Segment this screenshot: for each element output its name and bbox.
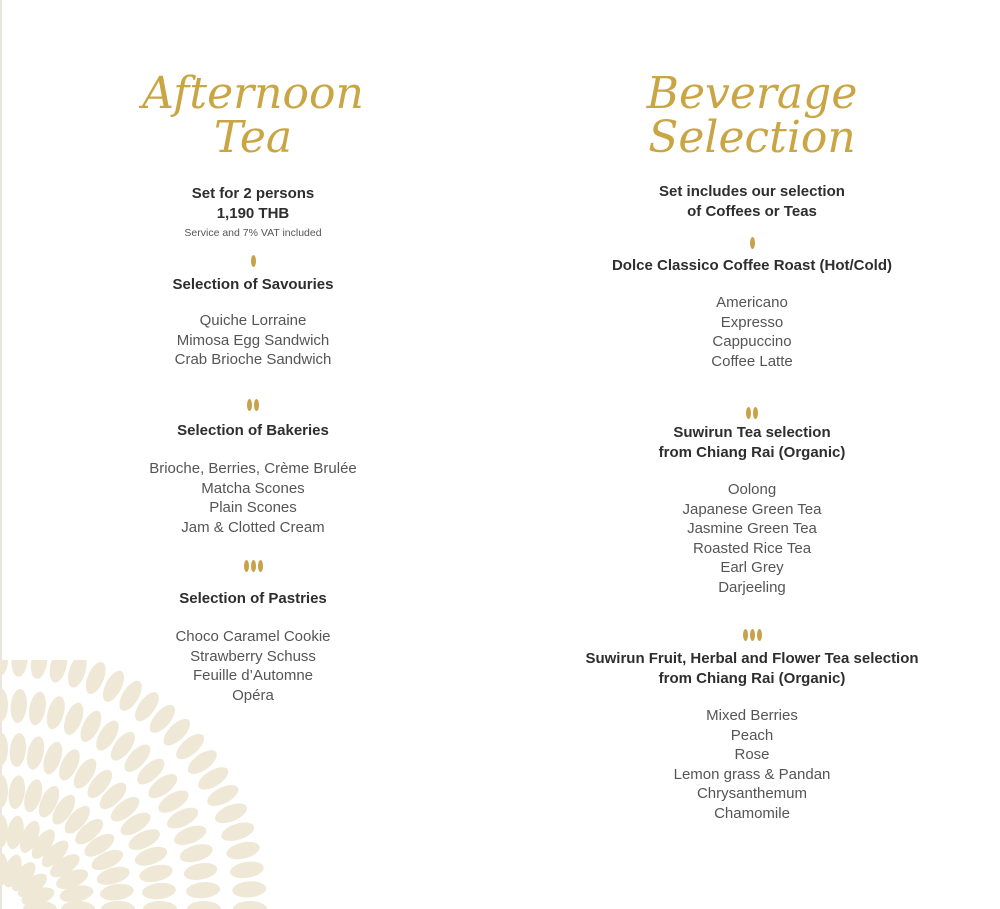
petal-shape	[143, 901, 177, 909]
petal-shape	[8, 732, 28, 768]
petal-shape	[61, 901, 95, 909]
divider-two-drops-icon	[552, 406, 952, 418]
petal-shape	[232, 880, 267, 899]
list-item: Lemon grass & Pandan	[673, 765, 831, 783]
petal-shape	[101, 901, 135, 909]
list-item: Expresso	[720, 313, 784, 331]
list-item: Plain Scones	[209, 499, 297, 517]
petal-shape	[233, 901, 267, 909]
divider-one-drop-icon	[103, 254, 403, 266]
petal-shape	[0, 814, 8, 848]
list-item: Opéra	[232, 686, 274, 704]
petal-shape	[0, 732, 8, 766]
petal-shape	[10, 660, 29, 677]
list-item: Strawberry Schuss	[190, 647, 316, 665]
petal-shape	[185, 881, 220, 900]
coffee-heading: Dolce Classico Coffee Roast (Hot/Cold)	[611, 257, 893, 274]
savouries-list	[103, 311, 403, 370]
list-item: Chamomile	[714, 804, 790, 822]
coffee-list	[552, 293, 952, 371]
list-item: Chrysanthemum	[696, 785, 808, 803]
list-item: Coffee Latte	[711, 352, 793, 370]
petal-shape	[29, 660, 50, 680]
tea-heading-line1: Suwirun Tea selection	[673, 424, 831, 441]
set-persons: Set for 2 persons	[191, 185, 315, 202]
list-item: Brioche, Berries, Crème Brulée	[149, 460, 357, 477]
herbal-tea-heading-line2: from Chiang Rai (Organic)	[658, 670, 846, 687]
petal-shape	[225, 839, 262, 862]
savouries-heading: Selection of Savouries	[172, 276, 334, 293]
list-item: Mixed Berries	[706, 707, 798, 724]
tea-heading-line2: from Chiang Rai (Organic)	[658, 444, 846, 461]
list-item: Peach	[730, 726, 774, 744]
bakeries-list	[103, 459, 403, 537]
beverage-selection-title: Beverage Selection	[646, 68, 858, 163]
beverage-intro-line2: of Coffees or Teas	[687, 203, 817, 220]
pastries-list	[103, 627, 403, 705]
pastries-heading: Selection of Pastries	[179, 590, 327, 607]
beverage-intro-line1: Set includes our selection	[659, 183, 845, 200]
list-item: Choco Caramel Cookie	[175, 628, 331, 645]
petal-shape	[229, 859, 265, 880]
tea-list	[552, 480, 952, 598]
petal-shape	[182, 861, 218, 883]
herbal-tea-list	[552, 706, 952, 824]
list-item: Americano	[716, 294, 788, 311]
list-item: Jasmine Green Tea	[687, 520, 817, 538]
divider-three-drops-icon	[552, 628, 952, 640]
list-item: Oolong	[727, 481, 777, 498]
list-item: Earl Grey	[720, 559, 784, 577]
petal-shape	[9, 688, 28, 723]
petal-shape	[0, 660, 8, 676]
set-vat-note: Service and 7% VAT included	[184, 227, 322, 239]
petal-shape	[0, 774, 8, 808]
petal-shape	[187, 901, 221, 909]
petal-shape	[141, 881, 177, 901]
petal-shape	[0, 688, 8, 722]
divider-one-drop-icon	[552, 236, 952, 248]
list-item: Roasted Rice Tea	[692, 539, 812, 557]
list-item: Japanese Green Tea	[682, 500, 822, 518]
list-item: Jam & Clotted Cream	[181, 518, 325, 536]
list-item: Quiche Lorraine	[199, 312, 307, 329]
list-item: Rose	[734, 746, 770, 764]
list-item: Matcha Scones	[201, 479, 305, 497]
list-item: Mimosa Egg Sandwich	[176, 331, 330, 349]
set-price: 1,190 THB	[216, 205, 290, 222]
list-item: Crab Brioche Sandwich	[174, 351, 332, 369]
list-item: Darjeeling	[718, 578, 786, 596]
petal-shape	[47, 660, 70, 684]
divider-three-drops-icon	[103, 559, 403, 571]
list-item: Cappuccino	[712, 333, 792, 351]
petal-shape	[99, 882, 135, 903]
petal-shape	[6, 774, 27, 810]
bakeries-heading: Selection of Bakeries	[177, 422, 329, 439]
herbal-tea-heading-line1: Suwirun Fruit, Herbal and Flower Tea selection	[585, 650, 919, 667]
petal-shape	[27, 690, 49, 726]
list-item: Feuille d’Automne	[192, 667, 314, 685]
afternoon-tea-title: Afternoon Tea	[142, 68, 364, 163]
divider-two-drops-icon	[103, 398, 403, 410]
